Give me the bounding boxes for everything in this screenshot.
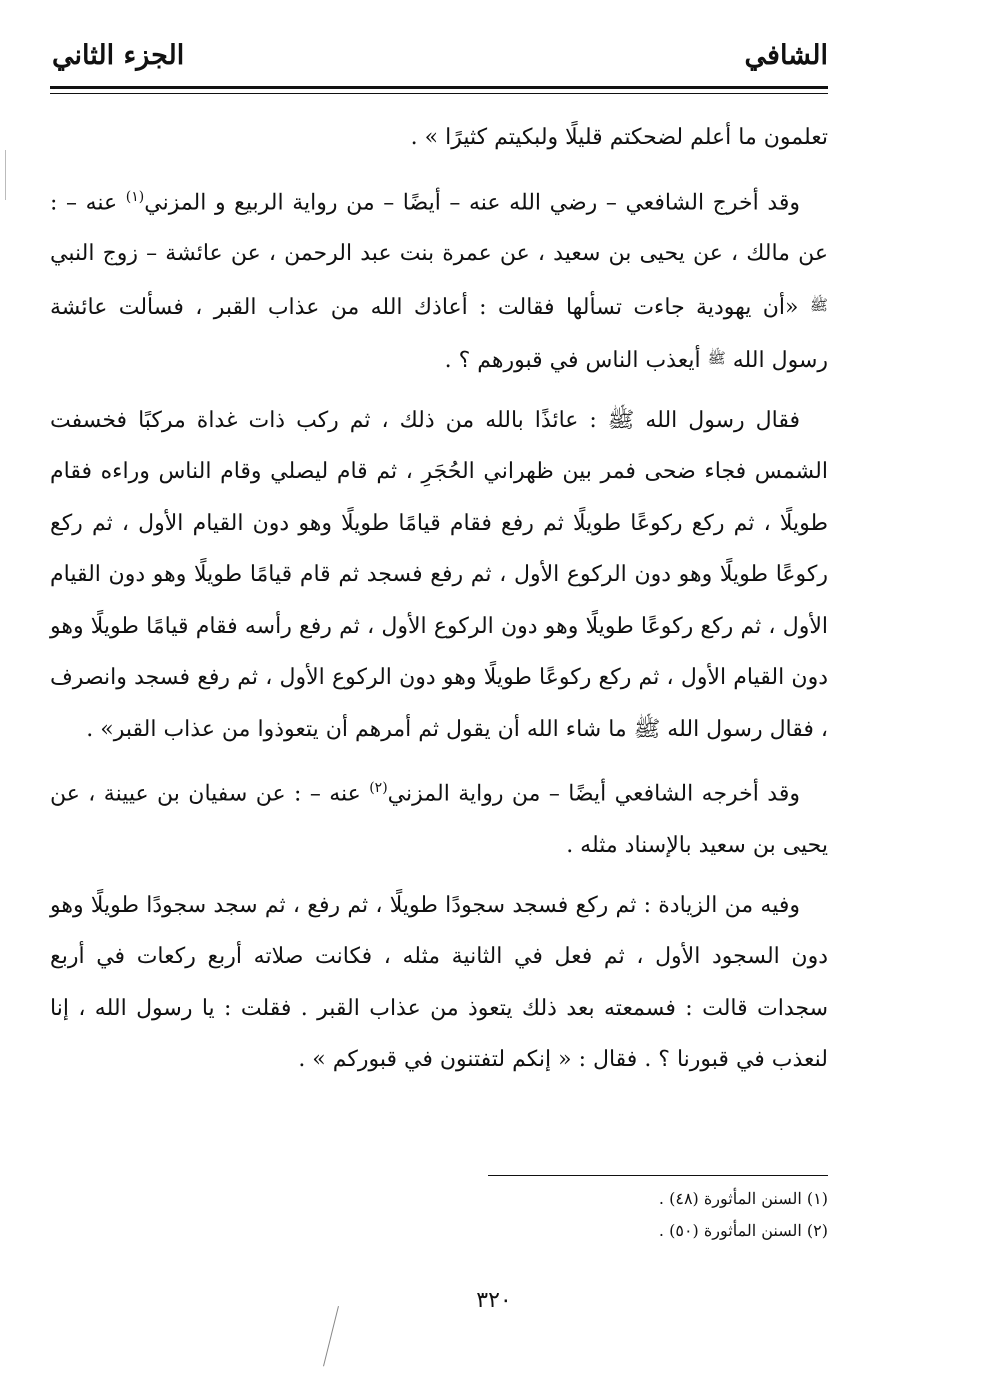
scan-margin-mark <box>5 150 6 200</box>
honorific-glyph: ﷺ <box>707 349 726 368</box>
footnote-ref-2: (٢) <box>369 780 388 797</box>
footnote-2: (٢) السنن المأثورة (٥٠) . <box>658 1221 828 1240</box>
paragraph-4-chain: عنه – : عن سفيان بن عيينة ، عن يحيى بن سعيد بالإسناد مثله . <box>50 781 828 859</box>
paragraph-2 <box>50 172 828 387</box>
honorific-glyph: ﷺ <box>809 295 828 314</box>
paragraph-3: فقال رسول الله ﷺ : عائذًا بالله من ذلك ، ثم ركب ذات غداة مركبًا فخسفت الشمس فجاء ضحى فمر بين ظهراني الحُجَرِ ، ثم قام ليصلي وقام الناس وراءه فقام طويلًا ، ثم ركع ركوعًا طويلًا ثم رفع فقام قيامًا طويلًا وهو دون القيام الأول ، ثم ركع ركوعًا طويلًا وهو دون الركوع الأول ، ثم رفع فسجد ثم قام قيامًا طويلًا وهو دون القيام الأول ، ثم ركع ركوعًا طويلًا وهو دون الركوع الأول ، ثم رفع رأسه فقام قيامًا طويلًا وهو دون القيام الأول ، ثم ركع ركوعًا طويلًا وهو دون الركوع الأول ، ثم رفع فسجد وانصرف ، فقال رسول الله ﷺ ما شاء الله أن يقول ثم أمرهم أن يتعوذوا من عذاب القبر» . <box>50 407 828 742</box>
paragraph-1: تعلمون ما أعلم لضحكتم قليلًا ولبكيتم كثيرًا » . <box>410 125 828 150</box>
main-text <box>50 112 828 1094</box>
book-title: الشافي <box>744 40 828 71</box>
footnote-ref-1: (١) <box>125 188 145 205</box>
header-rule-thick <box>50 86 828 89</box>
paragraph-2-chain: عنه – : عن مالك ، عن يحيى بن سعيد ، عن عمرة بنت عبد الرحمن ، عن عائشة – زوج النبي <box>50 189 828 267</box>
paragraph-5: وفيه من الزيادة : ثم ركع فسجد سجودًا طويلًا ، ثم رفع ، ثم سجد سجودًا طويلًا وهو دون السجود الأول ، ثم فعل في الثانية مثله ، فكانت صلاته أربع ركعات في أربع سجدات قالت : فسمعته بعد ذلك يتعوذ من عذاب القبر . فقلت : يا رسول الله ، إنا لنعذب في قبورنا ؟ . فقال : « إنكم لتفتنون في قبوركم » . <box>50 892 828 1073</box>
running-header <box>52 30 828 90</box>
page-number: ٣٢٠ <box>476 1288 512 1313</box>
footnote-1: (١) السنن المأثورة (٤٨) . <box>658 1189 828 1208</box>
scan-stray-line <box>323 1306 339 1366</box>
header-rule-thin <box>50 93 828 94</box>
paragraph-2-quote-a: «أن يهودية جاءت تسألها فقالت : أعاذك الله من عذاب القبر ، فسألت عائشة رسول الله <box>50 294 828 374</box>
footnotes <box>50 1183 828 1247</box>
part-label: الجزء الثاني <box>52 40 185 71</box>
paragraph-4 <box>50 763 828 871</box>
paragraph-4-intro: وقد أخرجه الشافعي أيضًا – من رواية المزني <box>387 781 800 807</box>
paragraph-2-intro: وقد أخرج الشافعي – رضي الله عنه – أيضًا – من رواية الربيع و المزني <box>144 189 801 215</box>
footnote-separator <box>488 1175 828 1176</box>
paragraph-2-quote-b: أيعذب الناس في قبورهم ؟ . <box>444 348 708 374</box>
